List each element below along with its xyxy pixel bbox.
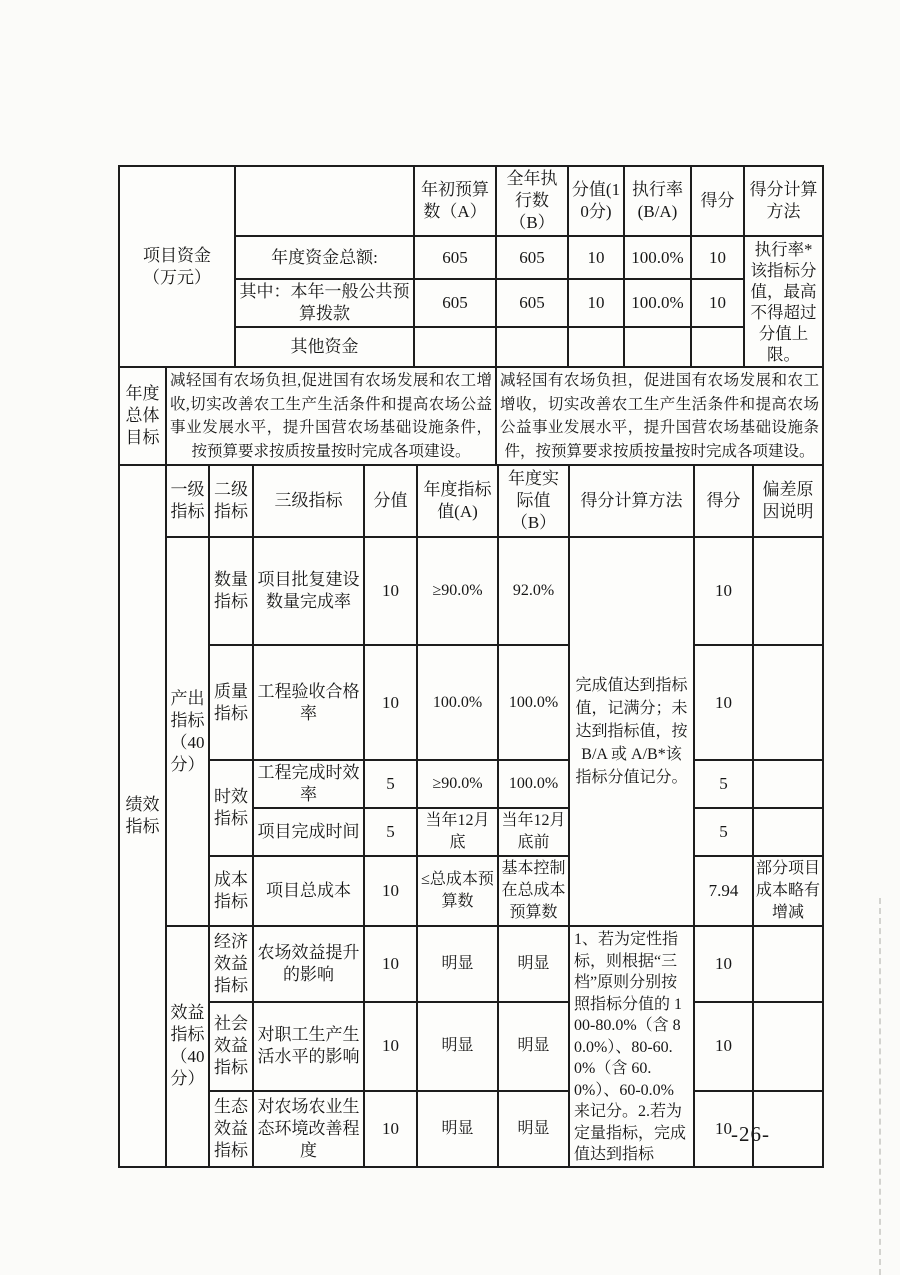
header-score: 得分 [694, 465, 753, 537]
target-cell: ≥90.0% [417, 760, 498, 808]
level3-cell: 项目总成本 [253, 856, 364, 926]
header-level3: 三级指标 [253, 465, 364, 537]
annual-goal-target-text: 减轻国有农场负担,促进国有农场发展和农工增收,切实改善农工生产生活条件和提高农场公益事业发展水平，提升国营农场基础设施条件，按预算要求按质按量按时完成各项建设。 [166, 367, 496, 465]
level3-cell: 项目完成时间 [253, 808, 364, 856]
actual-cell: 92.0% [498, 537, 569, 645]
performance-section-label: 绩效指标 [119, 465, 166, 1167]
points-value: 10 [568, 279, 624, 327]
target-cell: 明显 [417, 1002, 498, 1091]
actual-cell: 100.0% [498, 760, 569, 808]
perf-row-economic [119, 926, 823, 1002]
budget-value: 605 [414, 279, 496, 327]
actual-cell: 基本控制在总成本预算数 [498, 856, 569, 926]
perf-row-ecological [119, 1091, 823, 1167]
funding-row-label: 其他资金 [235, 327, 414, 367]
level3-cell: 对农场农业生态环境改善程度 [253, 1091, 364, 1167]
level2-cell: 成本指标 [209, 856, 253, 926]
header-points: 分值 [364, 465, 417, 537]
perf-row-quantity [119, 537, 823, 645]
scan-artifact-line [879, 898, 881, 1275]
score-cell: 10 [694, 926, 753, 1002]
funding-method-text: 执行率*该指标分值，最高不得超过分值上限。 [744, 236, 823, 367]
execution-value: 605 [496, 236, 568, 279]
header-deviation: 偏差原因说明 [753, 465, 823, 537]
score-cell: 10 [694, 537, 753, 645]
header-method: 得分计算方法 [569, 465, 694, 537]
score-cell: 10 [694, 1002, 753, 1091]
funding-table [118, 165, 824, 368]
perf-row-quality [119, 645, 823, 760]
annual-goal-row [119, 367, 823, 465]
score-value: 10 [691, 236, 744, 279]
evaluation-tables [118, 165, 822, 1168]
funding-row-label: 年度资金总额: [235, 236, 414, 279]
annual-goal-table [118, 366, 824, 466]
funding-header-row [119, 166, 823, 236]
level1-output-label: 产出指标（40分） [166, 537, 209, 926]
points-cell: 10 [364, 856, 417, 926]
target-cell: ≤总成本预算数 [417, 856, 498, 926]
performance-header-row [119, 465, 823, 537]
deviation-cell [753, 1002, 823, 1091]
level1-benefit-label: 效益指标（40分） [166, 926, 209, 1167]
points-cell: 10 [364, 926, 417, 1002]
execution-value [496, 327, 568, 367]
header-target: 年度指标值(A) [417, 465, 498, 537]
performance-table [118, 464, 824, 1168]
points-cell: 10 [364, 1091, 417, 1167]
funding-header-rate: 执行率(B/A) [624, 166, 691, 236]
header-level1: 一级指标 [166, 465, 209, 537]
score-cell: 7.94 [694, 856, 753, 926]
points-cell: 5 [364, 808, 417, 856]
method-benefit-text: 1、若为定性指标，则根据“三档”原则分别按照指标分值的 100-80.0%（含 80.0%）、80-60.0%（含 60.0%）、60-0.0%来记分。2.若为定量指标，完成值达到指标 [569, 926, 694, 1167]
funding-header-method: 得分计算方法 [744, 166, 823, 236]
funding-group-label [119, 166, 235, 367]
score-cell: 10 [694, 1091, 753, 1167]
funding-group-label-text: 项目资金（万元） [143, 245, 211, 287]
annual-goal-actual-text: 减轻国有农场负担，促进国有农场发展和农工增收，切实改善农工生产生活条件和提高农场公益事业发展水平，提升国营农场基础设施条件，按预算要求按质按量按时完成各项建设。 [496, 367, 823, 465]
points-value: 10 [568, 236, 624, 279]
points-value [568, 327, 624, 367]
funding-row-label: 其中：本年一般公共预算拨款 [235, 279, 414, 327]
level3-cell: 工程验收合格率 [253, 645, 364, 760]
perf-row-social [119, 1002, 823, 1091]
method-output-text: 完成值达到指标值，记满分；未达到指标值，按 B/A 或 A/B*该指标分值记分。 [569, 537, 694, 926]
score-cell: 5 [694, 760, 753, 808]
funding-header-blank [235, 166, 414, 236]
funding-header-score: 得分 [691, 166, 744, 236]
deviation-cell [753, 645, 823, 760]
points-cell: 10 [364, 1002, 417, 1091]
budget-value [414, 327, 496, 367]
header-actual: 年度实际值（B） [498, 465, 569, 537]
perf-row-timeliness-1 [119, 760, 823, 808]
header-level2: 二级指标 [209, 465, 253, 537]
actual-cell: 当年12月底前 [498, 808, 569, 856]
level2-timeliness-label: 时效指标 [209, 760, 253, 856]
rate-value: 100.0% [624, 279, 691, 327]
rate-value [624, 327, 691, 367]
funding-header-points: 分值(10分) [568, 166, 624, 236]
points-cell: 10 [364, 537, 417, 645]
actual-cell: 100.0% [498, 645, 569, 760]
deviation-cell [753, 760, 823, 808]
target-cell: 明显 [417, 926, 498, 1002]
execution-value: 605 [496, 279, 568, 327]
target-cell: 当年12月底 [417, 808, 498, 856]
deviation-cell [753, 926, 823, 1002]
deviation-cell: 部分项目成本略有增减 [753, 856, 823, 926]
score-cell: 10 [694, 645, 753, 760]
actual-cell: 明显 [498, 1002, 569, 1091]
deviation-cell [753, 808, 823, 856]
target-cell: ≥90.0% [417, 537, 498, 645]
points-cell: 10 [364, 645, 417, 760]
points-cell: 5 [364, 760, 417, 808]
level2-cell: 经济效益指标 [209, 926, 253, 1002]
level3-cell: 工程完成时效率 [253, 760, 364, 808]
level3-cell: 农场效益提升的影响 [253, 926, 364, 1002]
level3-cell: 项目批复建设数量完成率 [253, 537, 364, 645]
funding-header-budget: 年初预算数（A） [414, 166, 496, 236]
budget-value: 605 [414, 236, 496, 279]
page-number: -26- [731, 1122, 770, 1146]
level2-cell: 生态效益指标 [209, 1091, 253, 1167]
level2-cell: 社会效益指标 [209, 1002, 253, 1091]
score-value [691, 327, 744, 367]
level3-cell: 对职工生产生活水平的影响 [253, 1002, 364, 1091]
level2-cell: 数量指标 [209, 537, 253, 645]
score-cell: 5 [694, 808, 753, 856]
level2-cell: 质量指标 [209, 645, 253, 760]
target-cell: 100.0% [417, 645, 498, 760]
target-cell: 明显 [417, 1091, 498, 1167]
actual-cell: 明显 [498, 926, 569, 1002]
rate-value: 100.0% [624, 236, 691, 279]
deviation-cell [753, 537, 823, 645]
funding-header-execution: 全年执行数（B） [496, 166, 568, 236]
annual-goal-label: 年度总体目标 [119, 367, 166, 465]
score-value: 10 [691, 279, 744, 327]
perf-row-cost [119, 856, 823, 926]
actual-cell: 明显 [498, 1091, 569, 1167]
